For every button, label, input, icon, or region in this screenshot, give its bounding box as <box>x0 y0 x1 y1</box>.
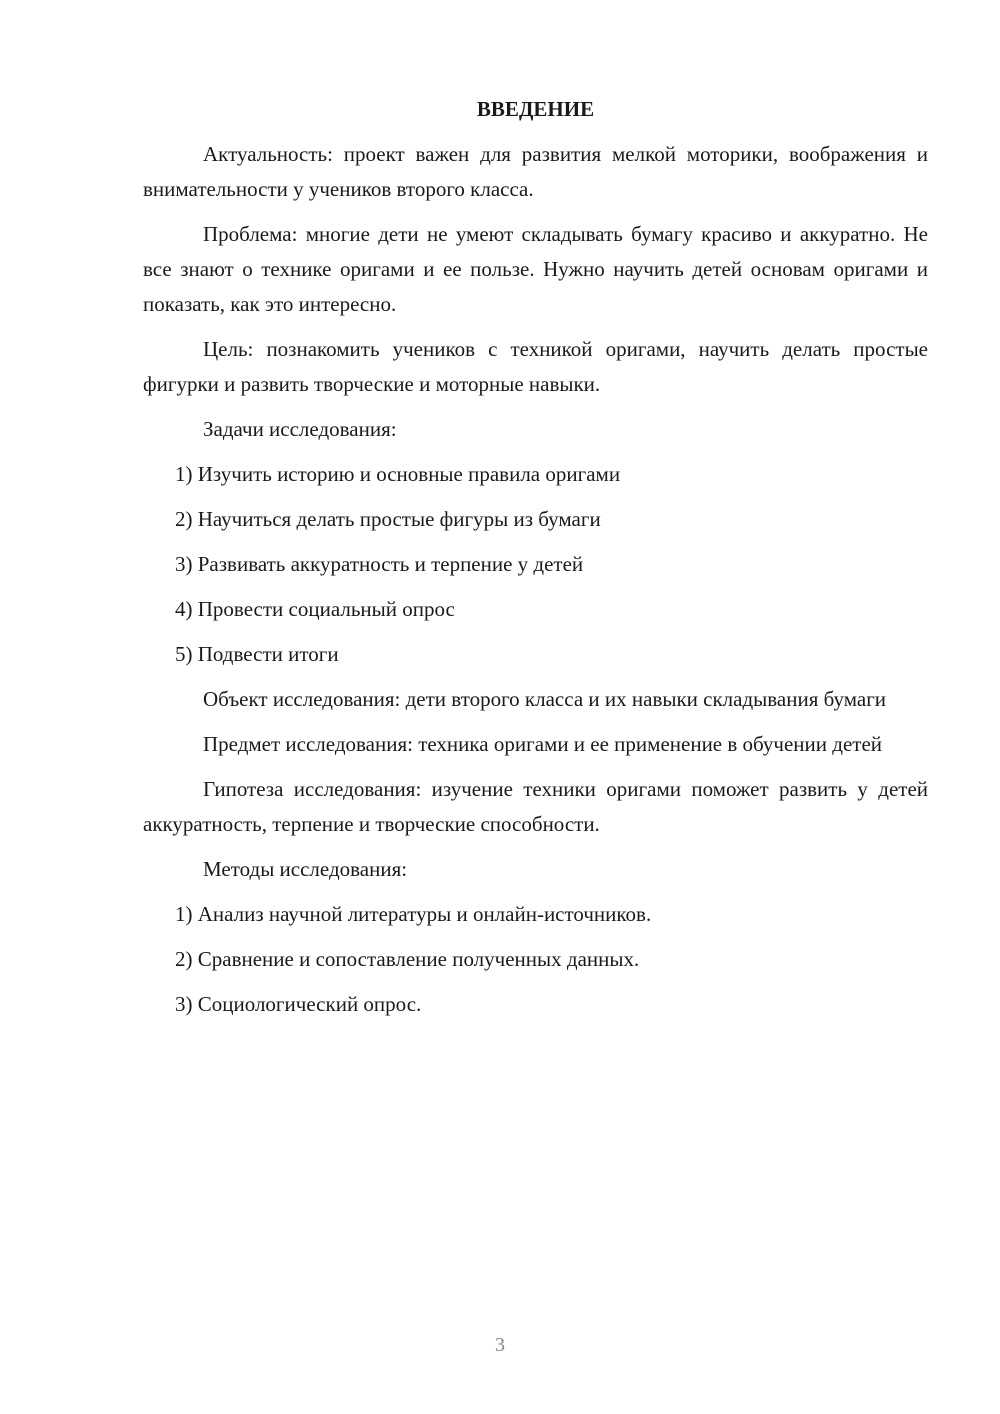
list-item: 3) Развивать аккуратность и терпение у детей <box>175 552 584 576</box>
paragraph-relevance: Актуальность: проект важен для развития мелкой моторики, воображения и внимательности у учеников второго класса. <box>143 142 928 201</box>
paragraph-hypothesis: Гипотеза исследования: изучение техники оригами поможет развить у детей аккуратность, терпение и творческие способности. <box>143 777 928 836</box>
list-item: 2) Научиться делать простые фигуры из бумаги <box>175 507 601 531</box>
document-body <box>143 92 928 1032</box>
paragraph-subject: Предмет исследования: техника оригами и ее применение в обучении детей <box>203 732 883 756</box>
list-item: 1) Анализ научной литературы и онлайн-источников. <box>175 902 652 926</box>
list-item: 2) Сравнение и сопоставление полученных данных. <box>175 947 640 971</box>
paragraph-goal: Цель: познакомить учеников с техникой оригами, научить делать простые фигурки и развить творческие и моторные навыки. <box>143 337 928 396</box>
paragraph-problem: Проблема: многие дети не умеют складывать бумагу красиво и аккуратно. Не все знают о технике оригами и ее пользе. Нужно научить детей основам оригами и показать, как это интересно. <box>143 222 928 316</box>
list-item: 5) Подвести итоги <box>175 642 339 666</box>
tasks-list <box>143 457 928 672</box>
paragraph-object: Объект исследования: дети второго класса и их навыки складывания бумаги <box>203 687 887 711</box>
page-number: 3 <box>495 1334 505 1356</box>
list-item: 4) Провести социальный опрос <box>175 597 455 621</box>
tasks-heading: Задачи исследования: <box>203 417 397 441</box>
methods-list <box>143 897 928 1022</box>
list-item: 1) Изучить историю и основные правила оригами <box>175 462 621 486</box>
page-title: ВВЕДЕНИЕ <box>476 97 595 121</box>
methods-heading: Методы исследования: <box>203 857 408 881</box>
list-item: 3) Социологический опрос. <box>175 992 422 1016</box>
